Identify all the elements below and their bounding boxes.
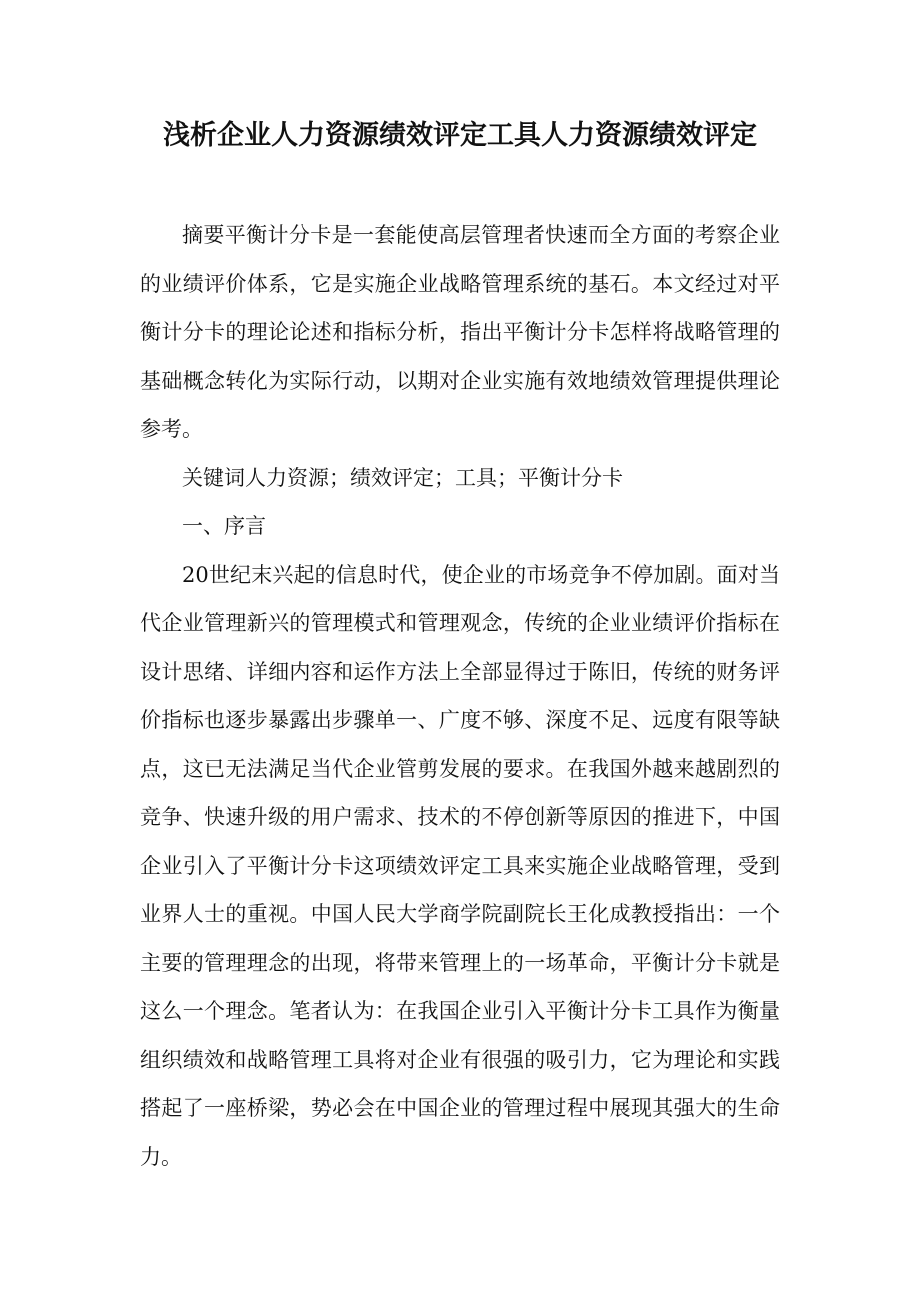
abstract-paragraph: 摘要平衡计分卡是一套能使高层管理者快速而全方面的考察企业的业绩评价体系，它是实施企业战略管理系统的基石。本文经过对平衡计分卡的理论论述和指标分析，指出平衡计分卡怎样将战略管理的基础概念转化为实际行动，以期对企业实施有效地绩效管理提供理论参考。 [140, 223, 780, 441]
preface-paragraph: 20世纪末兴起的信息时代，使企业的市场竞争不停加剧。面对当代企业管理新兴的管理模式和管理观念，传统的企业业绩评价指标在设计思绪、详细内容和运作方法上全部显得过于陈旧，传统的财务评价指标也逐步暴露出步骤单一、广度不够、深度不足、远度有限等缺点，这已无法满足当代企业管剪发展的要求。在我国外越来越剧烈的竞争、快速升级的用户需求、技术的不停创新等原因的推进下，中国企业引入了平衡计分卡这项绩效评定工具来实施企业战略管理，受到业界人士的重视。中国人民大学商学院副院长王化成教授指出：一个主要的管理理念的出现，将带来管理上的一场革命，平衡计分卡就是这么一个理念。笔者认为：在我国企业引入平衡计分卡工具作为衡量组织绩效和战略管理工具将对企业有很强的吸引力，它为理论和实践搭起了一座桥梁，势必会在中国企业的管理过程中展现其强大的生命力。 [140, 562, 780, 1169]
document-title: 浅析企业人力资源绩效评定工具人力资源绩效评定 [163, 120, 757, 151]
document-body [140, 211, 780, 1181]
section-heading-preface: 一、序言 [182, 514, 266, 538]
keywords-paragraph: 关键词人力资源；绩效评定；工具；平衡计分卡 [182, 465, 623, 490]
